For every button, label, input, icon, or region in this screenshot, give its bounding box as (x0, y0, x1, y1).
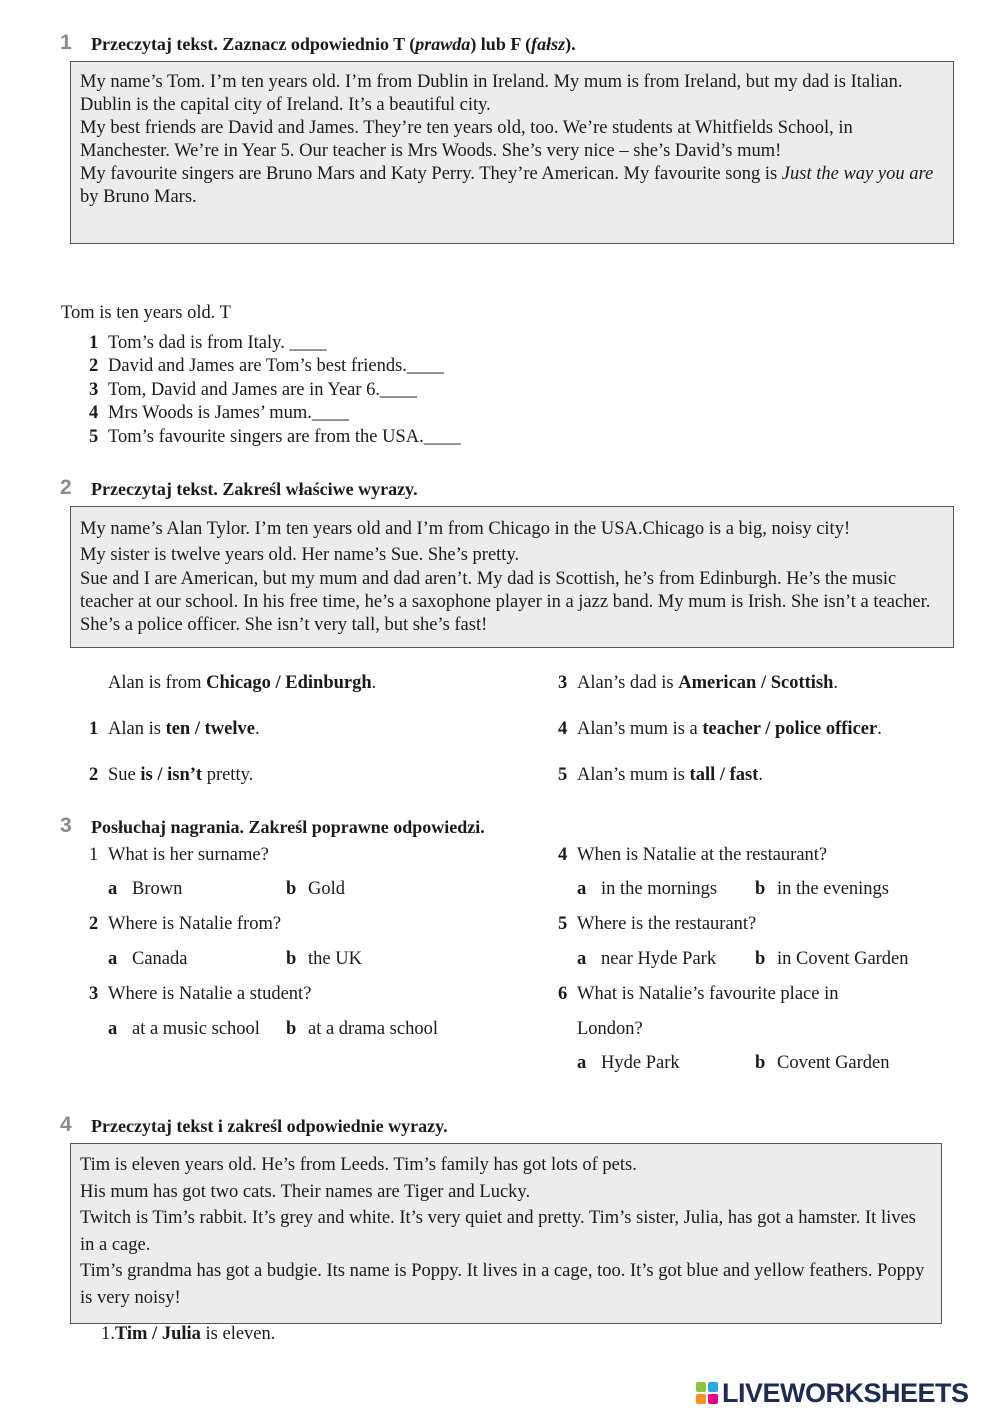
answer-option-b[interactable]: b in Covent Garden (755, 949, 909, 969)
section-1-reading-text (70, 61, 954, 244)
question: 1 What is her surname? (89, 845, 269, 865)
tf-item[interactable]: 2 David and James are Tom’s best friends.____ (89, 356, 444, 376)
choice-item[interactable]: 1.Tim / Julia is eleven. (101, 1324, 276, 1344)
answer-option-b[interactable]: b Gold (286, 879, 345, 899)
section-1-example: Tom is ten years old. T (61, 303, 231, 323)
question: 5 Where is the restaurant? (558, 914, 757, 934)
text-paragraph: His mum has got two cats. Their names are Tiger and Lucky. (80, 1181, 531, 1202)
tf-item[interactable]: 3 Tom, David and James are in Year 6.____ (89, 380, 418, 400)
question: 6 What is Natalie’s favourite place in (558, 984, 839, 1004)
choice-item[interactable]: 4 Alan’s mum is a teacher / police officer. (558, 719, 882, 739)
choice-item[interactable]: 1 Alan is ten / twelve. (89, 719, 260, 739)
liveworksheets-logo-icon (696, 1382, 718, 1404)
text-paragraph: My sister is twelve years old. Her name’s Sue. She’s pretty. (80, 545, 520, 565)
answer-option-a[interactable]: a Brown (108, 879, 183, 899)
text-paragraph: My best friends are David and James. They’re ten years old, too. We’re students at Whitfields School, in Manchester. We’re in Year 5. Our teacher is Mrs Woods. She’s very nice – she’s David’s mum! (80, 118, 853, 161)
question-continuation: London? (577, 1019, 643, 1039)
text-paragraph: Sue and I are American, but my mum and dad aren’t. My dad is Scottish, he’s from Edinburgh. He’s the music teacher at our school. In his free time, he’s a saxophone player in a jazz band. My mum is Irish. She isn’t a teacher. She’s a police officer. She isn’t very tall, but she’s fast! (80, 569, 931, 635)
section-4-instruction: Przeczytaj tekst i zakreśl odpowiednie wyrazy. (91, 1116, 448, 1136)
answer-option-b[interactable]: b Covent Garden (755, 1053, 890, 1073)
question: 2 Where is Natalie from? (89, 914, 282, 934)
section-4-number: 4 (60, 1113, 72, 1136)
tf-item[interactable]: 5 Tom’s favourite singers are from the USA.____ (89, 427, 461, 447)
section-2-reading-text (70, 506, 954, 648)
answer-option-a[interactable]: a near Hyde Park (577, 949, 717, 969)
answer-option-a[interactable]: a in the mornings (577, 879, 718, 899)
answer-option-a[interactable]: a Canada (108, 949, 188, 969)
text-paragraph: My name’s Alan Tylor. I’m ten years old and I’m from Chicago in the USA.Chicago is a big, noisy city! (80, 519, 851, 539)
question: 3 Where is Natalie a student? (89, 984, 312, 1004)
answer-option-a[interactable]: a Hyde Park (577, 1053, 680, 1073)
choice-item[interactable]: 5 Alan’s mum is tall / fast. (558, 765, 764, 785)
text-paragraph: My favourite singers are Bruno Mars and Katy Perry. They’re American. My favourite song is Just the way you are by Bruno Mars. (80, 164, 934, 207)
tf-item[interactable]: 4 Mrs Woods is James’ mum.____ (89, 403, 349, 423)
section-2-instruction: Przeczytaj tekst. Zakreśl właściwe wyrazy. (91, 479, 418, 499)
text-paragraph: Twitch is Tim’s rabbit. It’s grey and white. It’s very quiet and pretty. Tim’s sister, Julia, has got a hamster. It lives in a cage. (80, 1208, 916, 1255)
answer-option-b[interactable]: b at a drama school (286, 1019, 438, 1039)
section-4-reading-text (70, 1143, 942, 1324)
answer-option-b[interactable]: b the UK (286, 949, 362, 969)
logo-text: LIVEWORKSHEETS (722, 1377, 969, 1408)
section-1-number: 1 (60, 31, 72, 54)
section-2-number: 2 (60, 476, 72, 499)
tf-item[interactable]: 1 Tom’s dad is from Italy. ____ (89, 333, 327, 353)
text-paragraph: My name’s Tom. I’m ten years old. I’m from Dublin in Ireland. My mum is from Ireland, but my dad is Italian. (80, 72, 903, 92)
answer-option-a[interactable]: a at a music school (108, 1019, 260, 1039)
choice-item[interactable]: 3 Alan’s dad is American / Scottish. (558, 673, 839, 693)
text-paragraph: Tim’s grandma has got a budgie. Its name is Poppy. It lives in a cage, too. It’s got blue and yellow feathers. Poppy is very noisy! (80, 1261, 925, 1308)
section-3-instruction: Posłuchaj nagrania. Zakreśl poprawne odpowiedzi. (91, 817, 485, 837)
text-paragraph: Dublin is the capital city of Ireland. It’s a beautiful city. (80, 95, 491, 115)
section-1-instruction: Przeczytaj tekst. Zaznacz odpowiednio T (prawda) lub F (fałsz). (91, 34, 576, 54)
section-3-number: 3 (60, 814, 72, 837)
liveworksheets-logo (696, 1378, 969, 1408)
question: 4 When is Natalie at the restaurant? (558, 845, 828, 865)
choice-item[interactable]: 2 Sue is / isn’t pretty. (89, 765, 254, 785)
text-paragraph: Tim is eleven years old. He’s from Leeds. Tim’s family has got lots of pets. (80, 1155, 637, 1175)
section-2-example: Alan is from Chicago / Edinburgh. (108, 673, 377, 693)
answer-option-b[interactable]: b in the evenings (755, 879, 890, 899)
